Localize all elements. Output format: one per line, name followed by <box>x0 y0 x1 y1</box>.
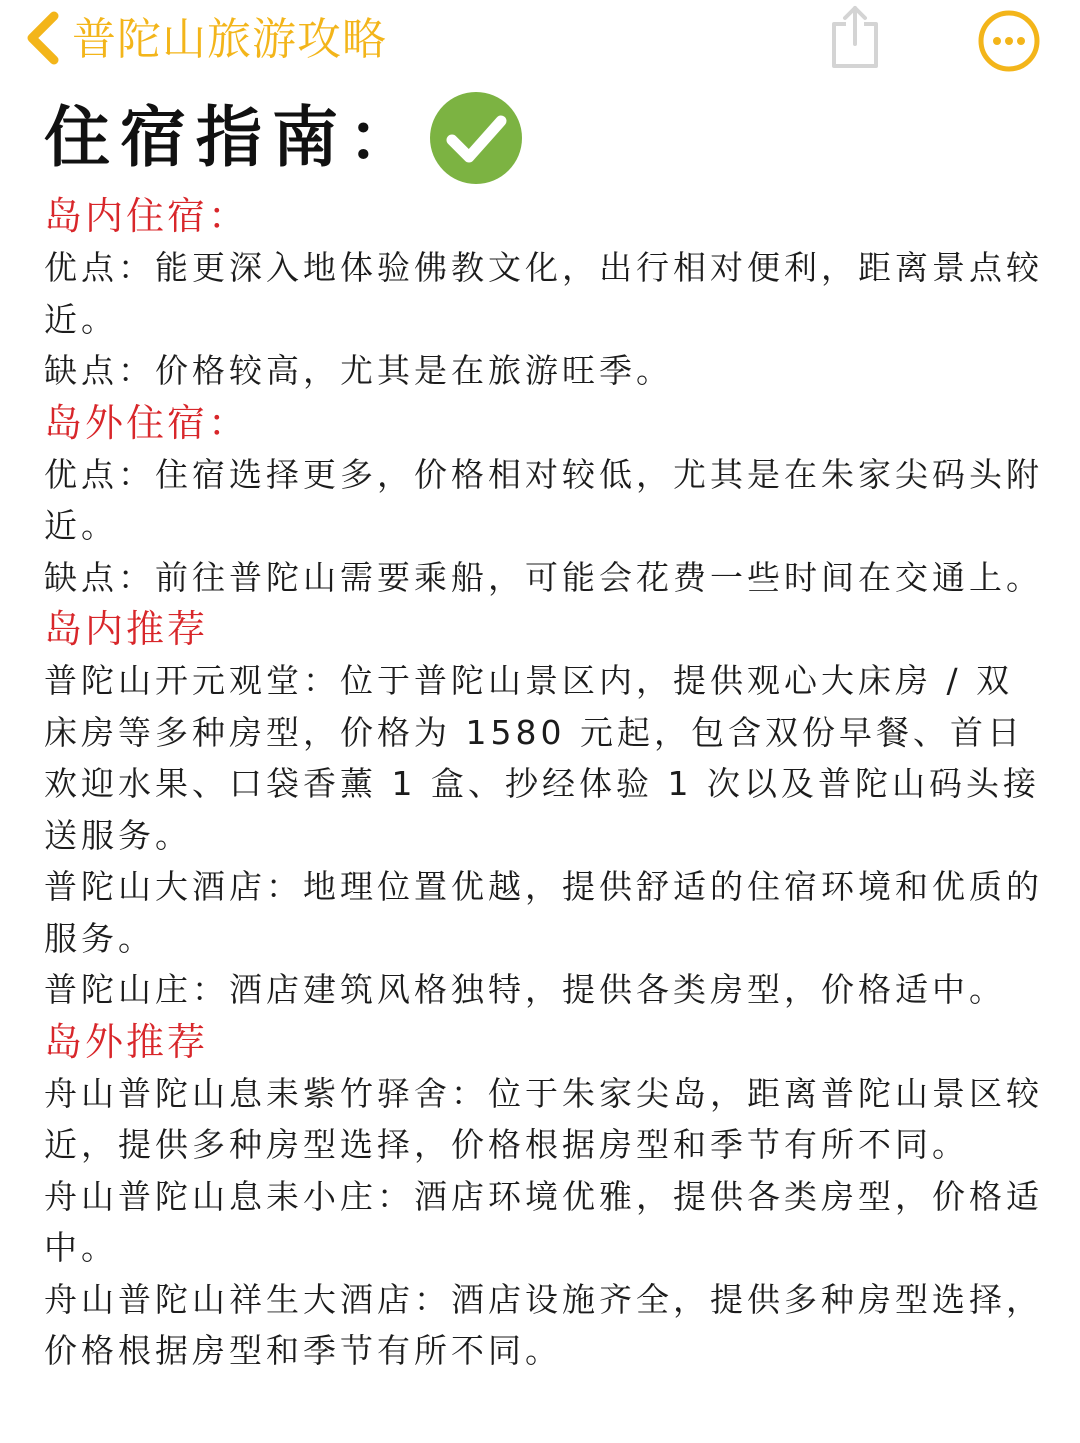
section-island-stay <box>44 190 1044 397</box>
page-heading: 住宿指南： <box>44 99 424 176</box>
hotel-item: 舟山普陀山祥生大酒店：酒店设施齐全，提供多种房型选择，价格根据房型和季节有所不同。 <box>44 1279 1043 1370</box>
section-title: 岛内住宿： <box>44 194 250 238</box>
section-island-recommend <box>44 603 1044 1016</box>
section-offisland-stay <box>44 397 1044 604</box>
more-icon[interactable] <box>976 8 1042 74</box>
pros-text: 优点：能更深入地体验佛教文化，出行相对便利，距离景点较近。 <box>44 248 1043 339</box>
cons-text: 缺点：价格较高，尤其是在旅游旺季。 <box>44 351 673 390</box>
article-content <box>44 86 1044 1377</box>
cons-text: 缺点：前往普陀山需要乘船，可能会花费一些时间在交通上。 <box>44 557 1043 597</box>
heading-row <box>44 86 1044 190</box>
app-title: 普陀山旅游攻略 <box>72 14 387 65</box>
pros-text: 优点：住宿选择更多，价格相对较低，尤其是在朱家尖码头附近。 <box>44 454 1043 545</box>
hotel-item: 普陀山开元观堂：位于普陀山景区内，提供观心大床房 / 双床房等多种房型，价格为 1580 元起，包含双份早餐、首日欢迎水果、口袋香薰 1 盒、抄经体验 1 次以及普陀山码头接送服务。 <box>44 661 1040 855</box>
share-icon[interactable] <box>826 2 884 70</box>
check-circle-icon <box>428 90 524 186</box>
hotel-item: 舟山普陀山息耒紫竹驿舍：位于朱家尖岛，距离普陀山景区较近，提供多种房型选择，价格根据房型和季节有所不同。 <box>44 1073 1043 1164</box>
hotel-item: 舟山普陀山息耒小庄：酒店环境优雅，提供各类房型，价格适中。 <box>44 1176 1043 1267</box>
section-title: 岛外推荐 <box>44 1019 209 1064</box>
hotel-item: 普陀山庄：酒店建筑风格独特，提供各类房型，价格适中。 <box>44 970 1006 1009</box>
chevron-left-icon[interactable] <box>20 10 64 66</box>
section-title: 岛内推荐 <box>44 607 209 651</box>
top-bar <box>0 0 1080 80</box>
hotel-item: 普陀山大酒店：地理位置优越，提供舒适的住宿环境和优质的服务。 <box>44 867 1043 958</box>
section-offisland-recommend <box>44 1016 1044 1377</box>
section-title: 岛外住宿： <box>44 400 250 445</box>
